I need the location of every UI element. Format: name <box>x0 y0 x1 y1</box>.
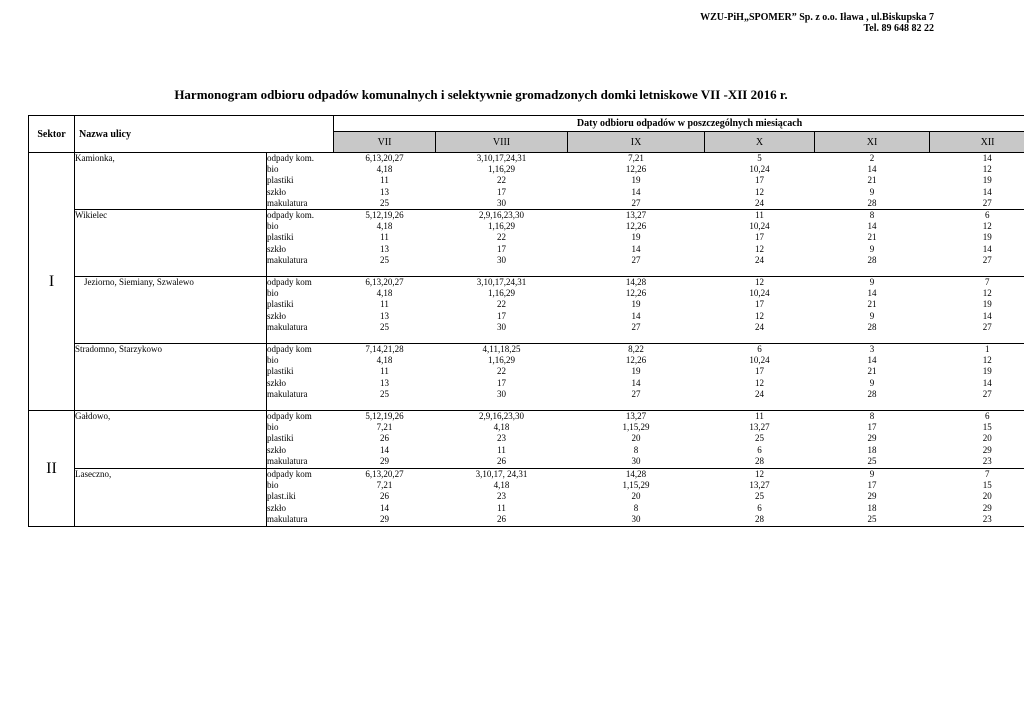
date-value: 1 <box>985 344 990 355</box>
date-value: 27 <box>631 388 641 399</box>
date-value: 25 <box>755 433 765 444</box>
date-value: 20 <box>631 433 641 444</box>
date-value: 1,16,29 <box>488 288 516 299</box>
date-value: 19 <box>631 299 641 310</box>
date-value: 12 <box>755 310 765 321</box>
date-value: 12,26 <box>625 355 647 366</box>
date-value: 14 <box>631 186 641 197</box>
date-value: 1,16,29 <box>488 221 516 232</box>
date-value: 14 <box>982 377 992 388</box>
waste-type: odpady kom <box>267 277 312 288</box>
waste-type: bio <box>267 164 279 175</box>
date-value: 1,15,29 <box>622 422 650 433</box>
waste-type: szkło <box>267 310 286 321</box>
date-value: 3,10,17, 24,31 <box>475 469 528 480</box>
date-value: 11 <box>380 299 389 310</box>
date-value: 6,13,20,27 <box>365 277 404 288</box>
dates-cell <box>705 153 815 210</box>
date-value: 26 <box>497 513 507 524</box>
date-value: 8 <box>633 502 639 513</box>
date-value: 25 <box>867 513 877 524</box>
date-value: 9 <box>869 277 875 288</box>
waste-type: odpady kom <box>267 469 312 480</box>
dates-cell <box>815 469 930 527</box>
date-value: 17 <box>755 366 765 377</box>
dates-cell <box>334 210 436 277</box>
date-value: 12 <box>755 469 765 480</box>
date-value: 13 <box>380 377 390 388</box>
waste-type: odpady kom <box>267 344 312 355</box>
dates-cell <box>436 411 568 469</box>
date-value: 30 <box>497 321 507 332</box>
date-value: 12,26 <box>625 164 647 175</box>
date-value: 23 <box>497 491 507 502</box>
date-value: 20 <box>631 491 641 502</box>
dates-cell <box>334 411 436 469</box>
dates-cell <box>334 277 436 344</box>
dates-cell <box>436 344 568 411</box>
date-value: 13 <box>380 186 390 197</box>
date-value: 13,27 <box>749 480 770 491</box>
date-value: 23 <box>497 433 507 444</box>
waste-type: makulatura <box>267 513 308 524</box>
waste-type: bio <box>267 288 279 299</box>
date-value: 17 <box>755 232 765 243</box>
street-name: Laseczno, <box>75 469 267 527</box>
date-value: 24 <box>755 388 765 399</box>
date-value: 6 <box>757 444 762 455</box>
date-value: 24 <box>755 254 765 265</box>
date-value: 12 <box>982 221 992 232</box>
date-value: 20 <box>982 433 992 444</box>
dates-cell <box>705 469 815 527</box>
date-value: 9 <box>869 377 875 388</box>
date-value: 24 <box>755 197 765 208</box>
date-value: 2,9,16,23,30 <box>479 210 525 221</box>
dates-cell <box>436 210 568 277</box>
date-value: 13,27 <box>625 210 647 221</box>
date-value: 6 <box>757 502 762 513</box>
dates-cell <box>705 344 815 411</box>
date-value: 17 <box>867 480 877 491</box>
dates-cell <box>334 344 436 411</box>
date-value: 6,13,20,27 <box>365 153 404 163</box>
date-value: 1,16,29 <box>488 355 516 366</box>
waste-type: bio <box>267 480 279 491</box>
date-value: 21 <box>867 175 877 186</box>
company-header <box>700 12 934 34</box>
dates-cell <box>705 277 815 344</box>
date-value: 29 <box>982 444 992 455</box>
date-value: 19 <box>982 366 992 377</box>
street-name: Wikielec <box>75 210 267 277</box>
dates-cell <box>334 469 436 527</box>
date-value: 25 <box>380 197 390 208</box>
date-value: 14 <box>380 444 390 455</box>
date-value: 19 <box>631 366 641 377</box>
document-title: Harmonogram odbioru odpadów komunalnych i selektywnie gromadzonych domki letniskowe VII -XII 2016 r. <box>174 87 788 102</box>
dates-cell <box>930 469 1024 527</box>
date-value: 28 <box>755 455 765 466</box>
date-value: 21 <box>867 232 877 243</box>
waste-type-list <box>267 344 334 411</box>
table-row <box>29 344 1024 411</box>
date-value: 6 <box>985 210 990 221</box>
date-value: 12 <box>755 243 765 254</box>
waste-type: makulatura <box>267 254 308 265</box>
sector-label: I <box>29 153 75 411</box>
date-value: 13,27 <box>625 411 647 422</box>
date-value: 27 <box>631 321 641 332</box>
date-value: 27 <box>631 254 641 265</box>
month-header: VII <box>334 132 436 153</box>
month-header: VIII <box>436 132 568 153</box>
street-name: Jeziorno, Siemiany, Szwalewo <box>75 277 267 344</box>
date-value: 19 <box>982 232 992 243</box>
table-row <box>29 210 1024 277</box>
date-value: 14 <box>982 243 992 254</box>
date-value: 28 <box>867 388 877 399</box>
waste-type: plastiki <box>267 433 294 444</box>
column-header-street: Nazwa ulicy <box>75 116 334 153</box>
month-header: XI <box>815 132 930 153</box>
date-value: 17 <box>867 422 877 433</box>
waste-type: bio <box>267 422 279 433</box>
date-value: 9 <box>869 310 875 321</box>
date-value: 8 <box>633 444 639 455</box>
collection-schedule-table <box>28 115 1024 527</box>
date-value: 14,28 <box>625 277 647 288</box>
date-value: 13 <box>380 310 390 321</box>
date-value: 6,13,20,27 <box>365 469 404 480</box>
date-value: 13 <box>380 243 390 254</box>
date-value: 11 <box>380 175 389 186</box>
date-value: 30 <box>497 254 507 265</box>
date-value: 23 <box>982 455 992 466</box>
waste-type-list <box>267 210 334 277</box>
date-value: 28 <box>867 197 877 208</box>
date-value: 2,9,16,23,30 <box>479 411 525 422</box>
table-row <box>29 469 1024 527</box>
waste-type: makulatura <box>267 197 308 208</box>
date-value: 22 <box>497 299 507 310</box>
date-value: 12 <box>982 355 992 366</box>
date-value: 19 <box>982 299 992 310</box>
date-value: 14 <box>867 164 877 175</box>
date-value: 29 <box>867 433 877 444</box>
date-value: 14 <box>380 502 390 513</box>
dates-cell <box>930 153 1024 210</box>
dates-cell <box>568 153 705 210</box>
date-value: 14 <box>982 310 992 321</box>
waste-type: makulatura <box>267 388 308 399</box>
date-value: 30 <box>497 388 507 399</box>
date-value: 9 <box>869 243 875 254</box>
waste-type: odpady kom. <box>267 210 314 221</box>
date-value: 17 <box>497 243 507 254</box>
date-value: 8 <box>869 411 875 422</box>
date-value: 2 <box>869 153 875 163</box>
date-value: 14 <box>631 243 641 254</box>
date-value: 3,10,17,24,31 <box>476 153 527 163</box>
date-value: 25 <box>380 254 390 265</box>
date-value: 7,21 <box>376 422 393 433</box>
waste-type: szkło <box>267 243 286 254</box>
dates-cell <box>930 411 1024 469</box>
date-value: 27 <box>631 197 641 208</box>
column-header-sector: Sektor <box>29 116 75 153</box>
waste-type: bio <box>267 221 279 232</box>
date-value: 10,24 <box>749 164 770 175</box>
date-value: 27 <box>982 254 992 265</box>
date-value: 21 <box>867 366 877 377</box>
date-value: 19 <box>982 175 992 186</box>
month-header: XII <box>930 132 1024 153</box>
date-value: 5,12,19,26 <box>365 210 404 221</box>
date-value: 14 <box>631 377 641 388</box>
date-value: 3 <box>869 344 875 355</box>
date-value: 29 <box>380 455 390 466</box>
date-value: 8,22 <box>628 344 644 355</box>
date-value: 17 <box>497 310 507 321</box>
date-value: 11 <box>755 210 764 221</box>
date-value: 27 <box>982 321 992 332</box>
date-value: 29 <box>380 513 390 524</box>
table-row <box>29 153 1024 210</box>
dates-cell <box>334 153 436 210</box>
waste-type: odpady kom <box>267 411 312 422</box>
date-value: 18 <box>867 444 877 455</box>
date-value: 4,18 <box>493 422 510 433</box>
date-value: 11 <box>380 366 389 377</box>
date-value: 10,24 <box>749 288 770 299</box>
dates-cell <box>705 411 815 469</box>
date-value: 24 <box>755 321 765 332</box>
date-value: 11 <box>755 411 764 422</box>
date-value: 12 <box>755 186 765 197</box>
street-name: Kamionka, <box>75 153 267 210</box>
date-value: 9 <box>869 469 875 480</box>
date-value: 19 <box>631 175 641 186</box>
waste-type: makulatura <box>267 321 308 332</box>
date-value: 21 <box>867 299 877 310</box>
date-value: 14 <box>982 153 992 163</box>
date-value: 15 <box>982 480 992 491</box>
date-value: 5,12,19,26 <box>365 411 404 422</box>
date-value: 6 <box>985 411 990 422</box>
date-value: 25 <box>867 455 877 466</box>
date-value: 4,18 <box>376 355 393 366</box>
date-value: 28 <box>867 254 877 265</box>
street-name: Stradomno, Starzykowo <box>75 344 267 411</box>
date-value: 7,21 <box>628 153 644 163</box>
date-value: 14 <box>867 355 877 366</box>
column-header-dates: Daty odbioru odpadów w poszczególnych miesiącach <box>334 116 1024 132</box>
date-value: 7,14,21,28 <box>365 344 404 355</box>
sector-label: II <box>29 411 75 527</box>
waste-type: plastiki <box>267 366 294 377</box>
date-value: 28 <box>755 513 765 524</box>
date-value: 12 <box>755 377 765 388</box>
month-header: X <box>705 132 815 153</box>
date-value: 25 <box>755 491 765 502</box>
waste-type: szkło <box>267 444 286 455</box>
dates-cell <box>568 411 705 469</box>
date-value: 14 <box>982 186 992 197</box>
date-value: 15 <box>982 422 992 433</box>
waste-type: plast.iki <box>267 491 296 502</box>
waste-type-list <box>267 469 334 527</box>
company-name-address: WZU-PiH„SPOMER” Sp. z o.o. Iława , ul.Biskupska 7 <box>700 12 934 23</box>
date-value: 9 <box>869 186 875 197</box>
waste-type: makulatura <box>267 455 308 466</box>
header-row <box>29 116 1024 132</box>
date-value: 29 <box>982 502 992 513</box>
date-value: 17 <box>497 186 507 197</box>
date-value: 26 <box>497 455 507 466</box>
date-value: 10,24 <box>749 355 770 366</box>
waste-type: bio <box>267 355 279 366</box>
date-value: 1,16,29 <box>488 164 516 175</box>
date-value: 30 <box>631 513 641 524</box>
dates-cell <box>568 469 705 527</box>
dates-cell <box>705 210 815 277</box>
date-value: 22 <box>497 175 507 186</box>
date-value: 7 <box>985 469 990 480</box>
dates-cell <box>815 153 930 210</box>
date-value: 14 <box>867 288 877 299</box>
date-value: 12 <box>755 277 765 288</box>
waste-type: plastiki <box>267 175 294 186</box>
date-value: 5 <box>757 153 762 163</box>
date-value: 14 <box>631 310 641 321</box>
date-value: 4,18 <box>376 288 393 299</box>
date-value: 12,26 <box>625 221 647 232</box>
dates-cell <box>436 469 568 527</box>
date-value: 14 <box>867 221 877 232</box>
dates-cell <box>568 210 705 277</box>
dates-cell <box>930 210 1024 277</box>
date-value: 30 <box>497 197 507 208</box>
street-name: Gałdowo, <box>75 411 267 469</box>
waste-type: plastiki <box>267 299 294 310</box>
date-value: 27 <box>982 197 992 208</box>
waste-type: odpady kom. <box>267 153 314 163</box>
dates-cell <box>568 277 705 344</box>
table-row <box>29 411 1024 469</box>
date-value: 1,15,29 <box>622 480 650 491</box>
month-header: IX <box>568 132 705 153</box>
date-value: 30 <box>631 455 641 466</box>
dates-cell <box>815 210 930 277</box>
dates-cell <box>930 277 1024 344</box>
date-value: 7 <box>985 277 990 288</box>
dates-cell <box>815 344 930 411</box>
date-value: 23 <box>982 513 992 524</box>
company-phone: Tel. 89 648 82 22 <box>863 23 934 34</box>
date-value: 25 <box>380 388 390 399</box>
date-value: 14,28 <box>625 469 647 480</box>
date-value: 17 <box>497 377 507 388</box>
date-value: 4,11,18,25 <box>482 344 521 355</box>
date-value: 17 <box>755 175 765 186</box>
table-row <box>29 277 1024 344</box>
date-value: 27 <box>982 388 992 399</box>
date-value: 18 <box>867 502 877 513</box>
date-value: 4,18 <box>376 221 393 232</box>
date-value: 26 <box>380 491 390 502</box>
dates-cell <box>930 344 1024 411</box>
date-value: 12 <box>982 288 992 299</box>
date-value: 8 <box>869 210 875 221</box>
waste-type: szkło <box>267 186 286 197</box>
date-value: 22 <box>497 366 507 377</box>
waste-type: szkło <box>267 377 286 388</box>
waste-type-list <box>267 411 334 469</box>
date-value: 7,21 <box>376 480 393 491</box>
date-value: 10,24 <box>749 221 770 232</box>
waste-type: szkło <box>267 502 286 513</box>
date-value: 4,18 <box>376 164 393 175</box>
date-value: 25 <box>380 321 390 332</box>
waste-type-list <box>267 153 334 210</box>
waste-type: plastiki <box>267 232 294 243</box>
dates-cell <box>436 153 568 210</box>
dates-cell <box>568 344 705 411</box>
date-value: 11 <box>497 502 506 513</box>
date-value: 12 <box>982 164 992 175</box>
date-value: 26 <box>380 433 390 444</box>
date-value: 29 <box>867 491 877 502</box>
date-value: 3,10,17,24,31 <box>476 277 527 288</box>
date-value: 6 <box>757 344 762 355</box>
date-value: 12,26 <box>625 288 647 299</box>
date-value: 22 <box>497 232 507 243</box>
date-value: 17 <box>755 299 765 310</box>
date-value: 11 <box>497 444 506 455</box>
date-value: 28 <box>867 321 877 332</box>
date-value: 20 <box>982 491 992 502</box>
waste-type-list <box>267 277 334 344</box>
date-value: 19 <box>631 232 641 243</box>
dates-cell <box>815 277 930 344</box>
dates-cell <box>815 411 930 469</box>
date-value: 4,18 <box>493 480 510 491</box>
dates-cell <box>436 277 568 344</box>
date-value: 11 <box>380 232 389 243</box>
date-value: 13,27 <box>749 422 770 433</box>
